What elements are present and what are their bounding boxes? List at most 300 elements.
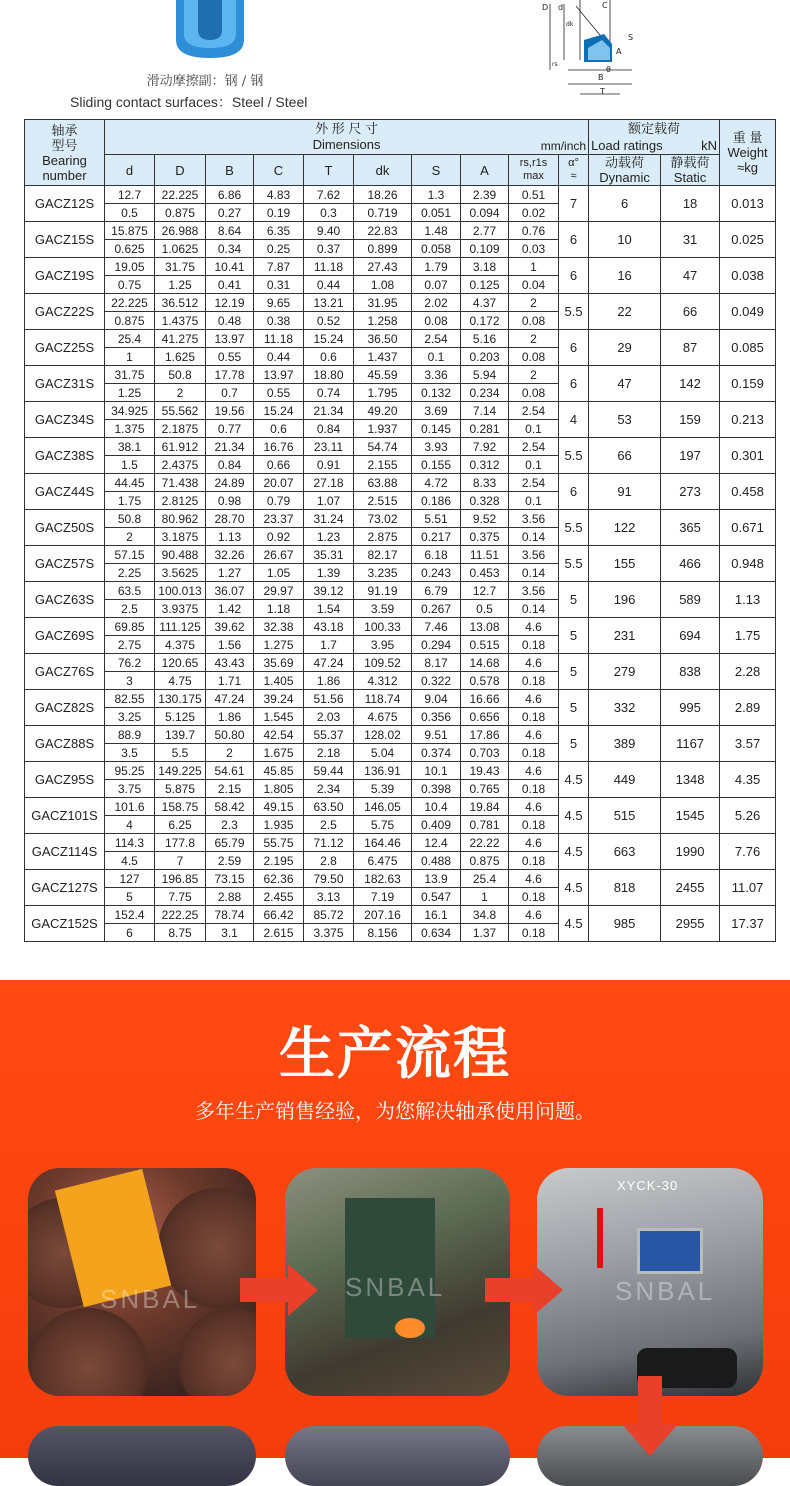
dim-mm-cell: 82.17 <box>354 546 412 564</box>
col-T: T <box>304 155 354 186</box>
dynamic-load-cell: 16 <box>589 258 661 294</box>
dynamic-load-cell: 47 <box>589 366 661 402</box>
dim-inch-cell: 3.375 <box>304 924 354 942</box>
table-row <box>25 438 776 456</box>
table-row <box>25 222 776 240</box>
dim-inch-cell: 0.1 <box>509 420 559 438</box>
dim-mm-cell: 11.51 <box>461 546 509 564</box>
dim-inch-cell: 2.18 <box>304 744 354 762</box>
static-load-cell: 365 <box>661 510 720 546</box>
static-load-cell: 838 <box>661 654 720 690</box>
dim-inch-cell: 0.38 <box>254 312 304 330</box>
dim-mm-cell: 4.6 <box>509 834 559 852</box>
col-D: D <box>155 155 206 186</box>
dim-inch-cell: 0.18 <box>509 780 559 798</box>
dim-inch-cell: 3.75 <box>105 780 155 798</box>
schematic-label-S: S <box>628 33 634 42</box>
dim-inch-cell: 1.275 <box>254 636 304 654</box>
bearing-number-cell: GACZ25S <box>25 330 105 366</box>
watermark: SNBAL <box>100 1284 201 1314</box>
dim-inch-cell: 0.875 <box>461 852 509 870</box>
bearing-number-cell: GACZ19S <box>25 258 105 294</box>
dim-mm-cell: 22.22 <box>461 834 509 852</box>
photo-steel-bars <box>28 1168 256 1396</box>
dynamic-load-cell: 66 <box>589 438 661 474</box>
dim-mm-cell: 10.4 <box>412 798 461 816</box>
dim-mm-cell: 130.175 <box>155 690 206 708</box>
dim-inch-cell: 0.14 <box>509 564 559 582</box>
dim-inch-cell: 0.41 <box>206 276 254 294</box>
dim-mm-cell: 1.3 <box>412 186 461 204</box>
dim-mm-cell: 27.43 <box>354 258 412 276</box>
dim-mm-cell: 13.97 <box>254 366 304 384</box>
alpha-cell: 5 <box>559 618 589 654</box>
dim-inch-cell: 0.18 <box>509 672 559 690</box>
col-alpha: α° ≈ <box>559 155 589 186</box>
dim-mm-cell: 32.38 <box>254 618 304 636</box>
dim-inch-cell: 3.1875 <box>155 528 206 546</box>
dim-inch-cell: 3.5625 <box>155 564 206 582</box>
dim-mm-cell: 4.6 <box>509 906 559 924</box>
alpha-cell: 4.5 <box>559 798 589 834</box>
dim-mm-cell: 2 <box>509 366 559 384</box>
bearing-number-cell: GACZ76S <box>25 654 105 690</box>
weight-cell: 1.13 <box>720 582 776 618</box>
dim-mm-cell: 58.42 <box>206 798 254 816</box>
alpha-cell: 5.5 <box>559 546 589 582</box>
schematic-label-T: T <box>600 87 605 96</box>
dim-mm-cell: 38.1 <box>105 438 155 456</box>
dim-inch-cell: 2 <box>155 384 206 402</box>
dim-mm-cell: 85.72 <box>304 906 354 924</box>
dim-inch-cell: 0.14 <box>509 528 559 546</box>
dim-mm-cell: 49.15 <box>254 798 304 816</box>
weight-cell: 0.049 <box>720 294 776 330</box>
dim-inch-cell: 1.375 <box>105 420 155 438</box>
weight-cell: 0.213 <box>720 402 776 438</box>
dim-inch-cell: 0.02 <box>509 204 559 222</box>
dim-mm-cell: 100.013 <box>155 582 206 600</box>
dim-mm-cell: 42.54 <box>254 726 304 744</box>
dim-inch-cell: 0.203 <box>461 348 509 366</box>
dim-mm-cell: 19.05 <box>105 258 155 276</box>
dim-inch-cell: 4.75 <box>155 672 206 690</box>
schematic-label-d: d <box>558 3 564 12</box>
dim-mm-cell: 3.93 <box>412 438 461 456</box>
table-row <box>25 870 776 888</box>
dim-mm-cell: 5.94 <box>461 366 509 384</box>
dim-mm-cell: 15.24 <box>254 402 304 420</box>
dim-inch-cell: 0.109 <box>461 240 509 258</box>
bearing-number-cell: GACZ50S <box>25 510 105 546</box>
dim-inch-cell: 0.234 <box>461 384 509 402</box>
dim-mm-cell: 31.75 <box>155 258 206 276</box>
dim-mm-cell: 43.18 <box>304 618 354 636</box>
dim-mm-cell: 59.44 <box>304 762 354 780</box>
dim-mm-cell: 7.14 <box>461 402 509 420</box>
dim-mm-cell: 36.50 <box>354 330 412 348</box>
dim-mm-cell: 16.66 <box>461 690 509 708</box>
static-load-cell: 1545 <box>661 798 720 834</box>
dim-mm-cell: 128.02 <box>354 726 412 744</box>
alpha-cell: 4.5 <box>559 834 589 870</box>
dim-inch-cell: 1.75 <box>105 492 155 510</box>
static-load-cell: 466 <box>661 546 720 582</box>
dim-mm-cell: 45.85 <box>254 762 304 780</box>
dim-mm-cell: 39.24 <box>254 690 304 708</box>
dim-inch-cell: 0.55 <box>254 384 304 402</box>
dim-mm-cell: 149.225 <box>155 762 206 780</box>
dim-inch-cell: 0.375 <box>461 528 509 546</box>
dim-mm-cell: 55.75 <box>254 834 304 852</box>
bearing-number-cell: GACZ69S <box>25 618 105 654</box>
dim-mm-cell: 88.9 <box>105 726 155 744</box>
dim-inch-cell: 0.08 <box>412 312 461 330</box>
dim-inch-cell: 0.217 <box>412 528 461 546</box>
dim-mm-cell: 17.78 <box>206 366 254 384</box>
bearing-spec-table <box>24 119 776 942</box>
table-row <box>25 906 776 924</box>
dim-inch-cell: 6.475 <box>354 852 412 870</box>
dynamic-load-cell: 389 <box>589 726 661 762</box>
dim-inch-cell: 2.4375 <box>155 456 206 474</box>
dim-inch-cell: 0.75 <box>105 276 155 294</box>
dim-mm-cell: 12.7 <box>105 186 155 204</box>
schematic-label-D: D <box>542 3 549 12</box>
dim-mm-cell: 31.24 <box>304 510 354 528</box>
dim-inch-cell: 1.4375 <box>155 312 206 330</box>
dim-mm-cell: 6.79 <box>412 582 461 600</box>
header-weight: 重 量 Weight ≈kg <box>720 120 776 186</box>
dim-inch-cell: 0.37 <box>304 240 354 258</box>
static-load-cell: 2955 <box>661 906 720 942</box>
static-load-cell: 66 <box>661 294 720 330</box>
weight-cell: 1.75 <box>720 618 776 654</box>
dim-inch-cell: 1.86 <box>304 672 354 690</box>
dim-mm-cell: 4.83 <box>254 186 304 204</box>
dim-mm-cell: 4.6 <box>509 798 559 816</box>
static-load-cell: 1990 <box>661 834 720 870</box>
bearing-number-cell: GACZ95S <box>25 762 105 798</box>
dim-inch-cell: 2.25 <box>105 564 155 582</box>
dim-inch-cell: 2.875 <box>354 528 412 546</box>
weight-cell: 0.458 <box>720 474 776 510</box>
dim-mm-cell: 222.25 <box>155 906 206 924</box>
dim-mm-cell: 19.56 <box>206 402 254 420</box>
col-C: C <box>254 155 304 186</box>
dim-mm-cell: 34.8 <box>461 906 509 924</box>
dim-mm-cell: 32.26 <box>206 546 254 564</box>
dim-inch-cell: 0.765 <box>461 780 509 798</box>
dim-mm-cell: 17.86 <box>461 726 509 744</box>
dim-inch-cell: 1.937 <box>354 420 412 438</box>
dim-inch-cell: 0.66 <box>254 456 304 474</box>
dim-inch-cell: 3.95 <box>354 636 412 654</box>
col-B: B <box>206 155 254 186</box>
dim-mm-cell: 19.43 <box>461 762 509 780</box>
dim-inch-cell: 4.5 <box>105 852 155 870</box>
watermark: SNBAL <box>615 1276 716 1306</box>
dim-inch-cell: 0.145 <box>412 420 461 438</box>
dim-mm-cell: 11.18 <box>304 258 354 276</box>
dim-mm-cell: 14.68 <box>461 654 509 672</box>
dim-inch-cell: 0.98 <box>206 492 254 510</box>
weight-cell: 0.159 <box>720 366 776 402</box>
dim-mm-cell: 18.80 <box>304 366 354 384</box>
dim-mm-cell: 27.18 <box>304 474 354 492</box>
dim-mm-cell: 79.50 <box>304 870 354 888</box>
bearing-number-cell: GACZ38S <box>25 438 105 474</box>
dim-mm-cell: 111.125 <box>155 618 206 636</box>
dim-inch-cell: 0.77 <box>206 420 254 438</box>
dim-mm-cell: 2.02 <box>412 294 461 312</box>
dim-inch-cell: 0.328 <box>461 492 509 510</box>
section-title: 生产流程 <box>279 1022 511 1087</box>
dim-mm-cell: 3.56 <box>509 546 559 564</box>
dim-mm-cell: 4.6 <box>509 618 559 636</box>
dim-mm-cell: 62.36 <box>254 870 304 888</box>
dim-mm-cell: 12.19 <box>206 294 254 312</box>
dim-mm-cell: 2.39 <box>461 186 509 204</box>
schematic-label-rs: rs <box>552 61 558 68</box>
dim-mm-cell: 8.17 <box>412 654 461 672</box>
static-load-cell: 18 <box>661 186 720 222</box>
dim-inch-cell: 0.91 <box>304 456 354 474</box>
dim-mm-cell: 80.962 <box>155 510 206 528</box>
static-load-cell: 273 <box>661 474 720 510</box>
schematic-label-theta: θ <box>606 65 611 74</box>
dim-inch-cell: 0.243 <box>412 564 461 582</box>
dim-inch-cell: 5.125 <box>155 708 206 726</box>
dim-mm-cell: 12.4 <box>412 834 461 852</box>
dim-inch-cell: 2.8125 <box>155 492 206 510</box>
dim-inch-cell: 0.875 <box>105 312 155 330</box>
dim-mm-cell: 61.912 <box>155 438 206 456</box>
dim-mm-cell: 0.51 <box>509 186 559 204</box>
dim-mm-cell: 4.6 <box>509 654 559 672</box>
dim-inch-cell: 0.27 <box>206 204 254 222</box>
weight-cell: 5.26 <box>720 798 776 834</box>
dim-inch-cell: 0.18 <box>509 816 559 834</box>
dim-inch-cell: 0.515 <box>461 636 509 654</box>
static-load-cell: 159 <box>661 402 720 438</box>
dim-mm-cell: 55.562 <box>155 402 206 420</box>
dim-inch-cell: 1.5 <box>105 456 155 474</box>
dim-mm-cell: 101.6 <box>105 798 155 816</box>
dim-mm-cell: 2 <box>509 330 559 348</box>
dim-inch-cell: 0.719 <box>354 204 412 222</box>
dim-inch-cell: 3.25 <box>105 708 155 726</box>
dim-inch-cell: 2.5 <box>304 816 354 834</box>
dim-inch-cell: 1.935 <box>254 816 304 834</box>
dim-inch-cell: 0.79 <box>254 492 304 510</box>
dynamic-load-cell: 6 <box>589 186 661 222</box>
dim-inch-cell: 2.59 <box>206 852 254 870</box>
dim-mm-cell: 90.488 <box>155 546 206 564</box>
dim-inch-cell: 8.156 <box>354 924 412 942</box>
header-load-ratings: 额定载荷 Load ratings kN <box>589 120 720 155</box>
dim-inch-cell: 0.44 <box>304 276 354 294</box>
dim-inch-cell: 6 <box>105 924 155 942</box>
schematic-label-B: B <box>598 73 604 82</box>
dim-inch-cell: 1.7 <box>304 636 354 654</box>
dim-mm-cell: 3.56 <box>509 510 559 528</box>
alpha-cell: 5.5 <box>559 294 589 330</box>
dim-inch-cell: 0.1 <box>509 456 559 474</box>
dim-inch-cell: 0.488 <box>412 852 461 870</box>
dim-mm-cell: 76.2 <box>105 654 155 672</box>
dim-mm-cell: 0.76 <box>509 222 559 240</box>
dim-mm-cell: 36.07 <box>206 582 254 600</box>
dim-inch-cell: 0.19 <box>254 204 304 222</box>
bearing-number-cell: GACZ63S <box>25 582 105 618</box>
dim-mm-cell: 35.69 <box>254 654 304 672</box>
dim-inch-cell: 1.545 <box>254 708 304 726</box>
photo-workshop-5 <box>285 1426 510 1486</box>
dim-inch-cell: 0.18 <box>509 888 559 906</box>
dim-mm-cell: 2.54 <box>509 402 559 420</box>
dim-inch-cell: 0.294 <box>412 636 461 654</box>
dim-inch-cell: 0.44 <box>254 348 304 366</box>
dim-inch-cell: 0.186 <box>412 492 461 510</box>
dim-inch-cell: 1.37 <box>461 924 509 942</box>
dim-mm-cell: 35.31 <box>304 546 354 564</box>
dim-mm-cell: 19.84 <box>461 798 509 816</box>
dim-mm-cell: 4.6 <box>509 726 559 744</box>
dim-inch-cell: 0.058 <box>412 240 461 258</box>
static-load-cell: 589 <box>661 582 720 618</box>
dim-mm-cell: 7.92 <box>461 438 509 456</box>
dim-inch-cell: 0.34 <box>206 240 254 258</box>
dim-inch-cell: 0.634 <box>412 924 461 942</box>
dim-mm-cell: 23.37 <box>254 510 304 528</box>
dim-mm-cell: 34.925 <box>105 402 155 420</box>
dim-inch-cell: 3.5 <box>105 744 155 762</box>
dim-mm-cell: 22.225 <box>105 294 155 312</box>
dim-inch-cell: 0.899 <box>354 240 412 258</box>
dim-mm-cell: 82.55 <box>105 690 155 708</box>
dim-inch-cell: 0.374 <box>412 744 461 762</box>
dim-inch-cell: 2.155 <box>354 456 412 474</box>
dim-inch-cell: 2.88 <box>206 888 254 906</box>
dim-inch-cell: 0.625 <box>105 240 155 258</box>
table-body <box>25 186 776 942</box>
bearing-schematic-diagram <box>540 0 640 98</box>
alpha-cell: 7 <box>559 186 589 222</box>
dynamic-load-cell: 818 <box>589 870 661 906</box>
dim-mm-cell: 3.18 <box>461 258 509 276</box>
dim-inch-cell: 1.625 <box>155 348 206 366</box>
table-row <box>25 294 776 312</box>
table-row <box>25 762 776 780</box>
dim-mm-cell: 29.97 <box>254 582 304 600</box>
table-row <box>25 402 776 420</box>
dim-mm-cell: 9.52 <box>461 510 509 528</box>
dim-inch-cell: 2.8 <box>304 852 354 870</box>
dim-inch-cell: 1.13 <box>206 528 254 546</box>
dim-inch-cell: 0.703 <box>461 744 509 762</box>
dim-mm-cell: 73.02 <box>354 510 412 528</box>
dim-mm-cell: 51.56 <box>304 690 354 708</box>
dim-mm-cell: 196.85 <box>155 870 206 888</box>
dim-mm-cell: 78.74 <box>206 906 254 924</box>
dim-mm-cell: 36.512 <box>155 294 206 312</box>
dim-inch-cell: 0.5 <box>461 600 509 618</box>
dim-mm-cell: 9.04 <box>412 690 461 708</box>
dim-mm-cell: 2.77 <box>461 222 509 240</box>
bearing-number-cell: GACZ31S <box>25 366 105 402</box>
dim-inch-cell: 1.08 <box>354 276 412 294</box>
dim-mm-cell: 26.988 <box>155 222 206 240</box>
dynamic-load-cell: 515 <box>589 798 661 834</box>
dim-inch-cell: 0.1 <box>412 348 461 366</box>
dim-inch-cell: 0.094 <box>461 204 509 222</box>
static-load-cell: 2455 <box>661 870 720 906</box>
dim-inch-cell: 2 <box>105 528 155 546</box>
table-row <box>25 366 776 384</box>
table-row <box>25 618 776 636</box>
bearing-number-cell: GACZ82S <box>25 690 105 726</box>
dim-mm-cell: 63.88 <box>354 474 412 492</box>
dim-inch-cell: 1.07 <box>304 492 354 510</box>
dim-mm-cell: 71.12 <box>304 834 354 852</box>
dim-mm-cell: 20.07 <box>254 474 304 492</box>
dim-inch-cell: 1.675 <box>254 744 304 762</box>
dim-inch-cell: 1.25 <box>155 276 206 294</box>
watermark: SNBAL <box>345 1272 446 1302</box>
weight-cell: 2.89 <box>720 690 776 726</box>
dim-mm-cell: 69.85 <box>105 618 155 636</box>
dim-mm-cell: 152.4 <box>105 906 155 924</box>
dim-inch-cell: 0.6 <box>304 348 354 366</box>
dim-mm-cell: 6.35 <box>254 222 304 240</box>
dim-inch-cell: 0.25 <box>254 240 304 258</box>
machine-label: XYCK-30 <box>617 1178 679 1193</box>
dim-inch-cell: 0.267 <box>412 600 461 618</box>
dim-mm-cell: 49.20 <box>354 402 412 420</box>
dynamic-load-cell: 10 <box>589 222 661 258</box>
static-load-cell: 47 <box>661 258 720 294</box>
dim-inch-cell: 0.125 <box>461 276 509 294</box>
dim-mm-cell: 15.24 <box>304 330 354 348</box>
bearing-number-cell: GACZ34S <box>25 402 105 438</box>
dynamic-load-cell: 91 <box>589 474 661 510</box>
weight-cell: 0.671 <box>720 510 776 546</box>
dim-mm-cell: 39.62 <box>206 618 254 636</box>
dim-inch-cell: 0.18 <box>509 924 559 942</box>
table-row <box>25 834 776 852</box>
dim-mm-cell: 66.42 <box>254 906 304 924</box>
dim-inch-cell: 5.75 <box>354 816 412 834</box>
alpha-cell: 4.5 <box>559 762 589 798</box>
dim-inch-cell: 7 <box>155 852 206 870</box>
dim-inch-cell: 0.172 <box>461 312 509 330</box>
dim-inch-cell: 0.051 <box>412 204 461 222</box>
dim-inch-cell: 0.07 <box>412 276 461 294</box>
dim-mm-cell: 31.95 <box>354 294 412 312</box>
dim-inch-cell: 1.86 <box>206 708 254 726</box>
dim-mm-cell: 8.64 <box>206 222 254 240</box>
weight-cell: 4.35 <box>720 762 776 798</box>
dim-mm-cell: 3.36 <box>412 366 461 384</box>
bearing-number-cell: GACZ15S <box>25 222 105 258</box>
dim-inch-cell: 0.18 <box>509 708 559 726</box>
dim-inch-cell: 0.92 <box>254 528 304 546</box>
caption-cn: 滑动摩擦副：钢 / 钢 <box>146 74 264 89</box>
alpha-cell: 5 <box>559 654 589 690</box>
dim-inch-cell: 2.75 <box>105 636 155 654</box>
dim-inch-cell: 1.54 <box>304 600 354 618</box>
